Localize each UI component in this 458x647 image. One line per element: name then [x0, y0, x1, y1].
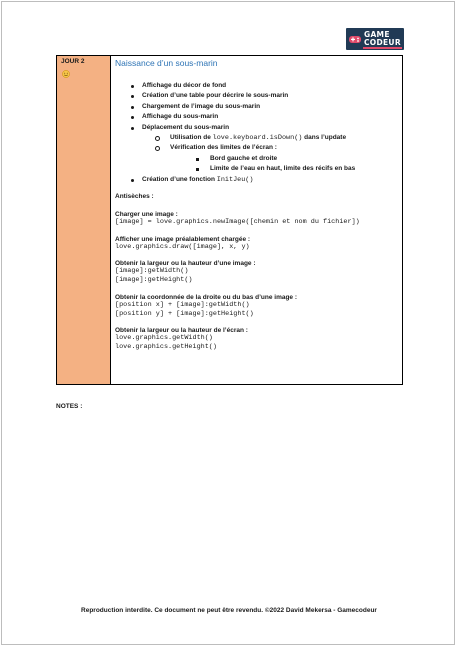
day-table: [56, 55, 403, 385]
lesson-title: Naissance d’un sous-marin: [115, 58, 218, 68]
list-item: Déplacement du sous-marin Utilisation de love.keyboard.isDown() dans l’update Vérification des limites de l’écran : Bord gauche et droite Limite de l’eau en haut, limite des récifs en bas: [111, 123, 402, 175]
code-line: [image] = love.graphics.newImage([chemin et nom du fichier]): [115, 218, 360, 227]
cheatsheet-heading: Charger une image :: [115, 211, 178, 219]
cheatsheet-heading: Obtenir la largeur ou la hauteur d’une image :: [115, 260, 256, 268]
logo-line-1: GAME: [364, 30, 390, 39]
cheatsheet-heading: Afficher une image préalablement chargée :: [115, 235, 251, 243]
code-line: [position x] + [image]:getWidth(): [115, 300, 250, 309]
task-list: [111, 81, 402, 185]
code-line: love.graphics.getHeight(): [115, 342, 217, 351]
code-line: love.graphics.draw([image], x, y): [115, 242, 250, 251]
smiley-icon: [62, 70, 70, 78]
content-cell: [111, 56, 403, 385]
logo-line-2: CODEUR: [364, 38, 401, 47]
cheatsheet-heading: Obtenir la largeur ou la hauteur de l’écran :: [115, 327, 248, 335]
list-item: Bord gauche et droite: [170, 154, 402, 164]
list-item: Affichage du décor de fond: [111, 81, 402, 91]
cheatsheet-title: Antisèches :: [115, 193, 154, 201]
code-line: [position y] + [image]:getHeight(): [115, 309, 254, 318]
code-line: [image]:getWidth(): [115, 267, 189, 276]
notes-label: NOTES :: [56, 403, 83, 410]
list-item: Création d’une fonction InitJeu(): [111, 175, 402, 185]
gamepad-icon: [348, 32, 362, 46]
day-label: JOUR 2: [61, 58, 85, 65]
list-item: Affichage du sous-marin: [111, 112, 402, 122]
footer-copyright: Reproduction interdite. Ce document ne peut être revendu. ©2022 David Mekersa - Gamecodeur: [81, 607, 377, 614]
list-item: Utilisation de love.keyboard.isDown() dans l’update: [142, 133, 402, 143]
list-item: Création d’une table pour décrire le sous-marin: [111, 91, 402, 101]
code-line: [image]:getHeight(): [115, 276, 193, 285]
day-cell: [57, 56, 111, 385]
list-item: Vérification des limites de l’écran : Bord gauche et droite Limite de l’eau en haut, limite des récifs en bas: [142, 143, 402, 174]
cheatsheet-heading: Obtenir la coordonnée de la droite ou du bas d’une image :: [115, 293, 298, 301]
list-item: Chargement de l’image du sous-marin: [111, 102, 402, 112]
code-line: love.graphics.getWidth(): [115, 334, 213, 343]
list-item: Limite de l’eau en haut, limite des récifs en bas: [170, 164, 402, 174]
gamecodeur-logo: [346, 28, 404, 50]
